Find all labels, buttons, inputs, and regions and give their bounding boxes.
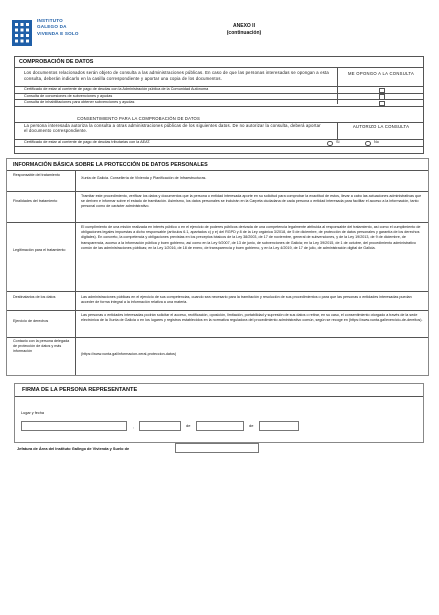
addressee-input[interactable]	[175, 443, 259, 453]
dp-row-label: Legitimación para el tratamiento	[13, 248, 66, 252]
logo-wordmark	[37, 18, 79, 37]
dp-row-label: Ejercicio de derechos	[13, 319, 49, 323]
dp-row-label: Responsable del tratamiento	[13, 173, 60, 177]
dp-row-label: Finalidades del tratamiento	[13, 199, 58, 203]
divider	[15, 396, 423, 397]
signature-section	[14, 383, 424, 443]
consent-text: La persona interesada autoriza la consulta a otras administraciones públicas de los siguientes datos. De no autorizar la consulta, deberá aportar el documento correspondiente.	[24, 123, 321, 134]
data-protection-section	[6, 158, 429, 376]
galicia-crest-icon	[12, 20, 32, 46]
check-row-label: Certificado de estar al corriente de pago de deudas con la Administración pública de la Comunidad Autónoma	[24, 87, 209, 91]
dp-row-label: Destinatarios de los datos	[13, 295, 56, 299]
logo-line: INSTITUTO	[37, 18, 63, 23]
check-row-label: Consulta de concesiones de subvenciones y ayudas	[24, 93, 113, 98]
dp-row-value: Xunta de Galicia. Consellería de Vivienda y Planificación de Infraestructuras.	[81, 176, 207, 180]
de-separator: de	[186, 423, 191, 428]
day-input[interactable]	[139, 421, 181, 431]
institution-logo	[12, 18, 82, 48]
authorize-header: AUTORIZO LA CONSULTA	[352, 124, 410, 129]
dp-row-label: Contacto con la persona delegada de protección de datos y más información	[13, 339, 70, 354]
dp-row-value: Tramitar este procedimiento, verificar los datos y documentos que la persona o entidad interesada aporte en su solicitud para comprobar la exactitud de estos, llevar a cabo las actuaciones administrativas que se deriven e informar sobre el estado de tramitación. Asimismo, los datos personales se incluirán en la Carpeta ciudadana de cada persona o entidad interesada para facilitar el acceso a la información, tanto personal como de carácter administrativo.	[81, 194, 422, 209]
place-input[interactable]	[21, 421, 127, 431]
month-input[interactable]	[196, 421, 244, 431]
data-check-section	[14, 56, 424, 154]
no-label: No	[374, 140, 379, 144]
divider	[7, 310, 428, 311]
section-title: INFORMACIÓN BÁSICA SOBRE LA PROTECCIÓN DE DATOS PERSONALES	[13, 162, 208, 168]
logo-line: GALEGO DA	[37, 24, 67, 30]
consult-intro-text: Los documentos relacionados serán objeto de consulta a las administraciones públicas. En caso de que las personas interesadas se opongan a esta consulta, deberán indicarlo en la casilla correspondiente y aportar una copia de los documentos.	[24, 70, 329, 81]
dp-row-value: (https://www.xunta.gal/informacion-xeral-proteccion-datos)	[81, 352, 177, 356]
addressee-label: Jefatura de Área del Instituto Gallego de Vivienda y Suelo de	[17, 446, 130, 451]
oppose-header: ME OPONGO A LA CONSULTA	[347, 71, 415, 76]
aeat-row-label: Certificado de estar al corriente de pago de deudas tributarias con la AEAT.	[24, 140, 151, 144]
annex-subtitle: (continuación)	[226, 30, 262, 36]
divider	[7, 291, 428, 292]
year-input[interactable]	[259, 421, 299, 431]
divider	[7, 170, 428, 171]
divider	[337, 122, 338, 139]
section-title: FIRMA DE LA PERSONA REPRESENTANTE	[22, 387, 138, 393]
divider	[7, 337, 428, 338]
dp-row-value: Las personas o entidades interesadas podrán solicitar el acceso, rectificación, oposición, limitación, portabilidad y supresión de sus datos o retirar, en su caso, el consentimiento otorgado a través de la sede electrónica de la Xunta de Galicia o en los lugares y registros establecidos en la normativa reguladora del procedimiento administrativo común, según se recoge en (https://www.xunta.gal/exercicio-de-dereitos).	[81, 313, 423, 323]
dp-row-value: El cumplimiento de una misión realizada en interés público o en el ejercicio de poderes públicos derivada de una competencia legalmente atribuida al responsable del tratamiento, así como el cumplimiento de obligaciones legales impuestas a dicho responsable (artículos 6.1, apartados c) y e) del RGPD y 8 de la Ley orgánica 3/2018, de 5 de diciembre, de protección de datos personales y garantía de los derechos digitales). En concreto, la competencia y obligaciones previstas en los preceptos básicos de la Ley 38/2003, de 17 de noviembre, general de subvenciones, y de la Ley 19/2013, de 9 de diciembre, de transparencia, acceso a la información pública y buen gobierno, así como en la Ley 9/2007, de 13 de junio, de subvenciones de Galicia; en la Ley 39/2015, de 1 de octubre, del procedimiento administrativo común de las administraciones públicas; en la Ley 1/2016, de 18 de enero, de transparencia y buen gobierno, y en la Ley 4/2019, de 17 de julio, de administración digital de Galicia.	[81, 225, 421, 250]
logo-line: VIVENDA E SOLO	[37, 30, 79, 36]
consent-title: CONSENTIMIENTO PARA LA COMPROBACIÓN DE DATOS	[77, 116, 200, 121]
divider	[15, 146, 423, 147]
divider	[15, 67, 423, 68]
divider	[15, 106, 423, 107]
de-separator: de	[249, 423, 254, 428]
comma-separator: ,	[133, 424, 135, 429]
annex-title: ANEXO II	[233, 23, 255, 29]
divider	[7, 222, 428, 223]
divider	[75, 170, 76, 375]
check-row-label: Consulta de inhabilitaciones para obtener subvenciones y ayudas	[24, 100, 135, 104]
section-title: COMPROBACIÓN DE DATOS	[19, 59, 94, 65]
divider	[7, 191, 428, 192]
dp-row-value: Las administraciones públicas en el ejercicio de sus competencias, cuando sea necesario para la tramitación y resolución de sus procedimientos o para que las personas o entidades interesadas puedan acceder de forma integral a la información relativa a una materia.	[81, 295, 412, 305]
place-date-label: Lugar y fecha	[21, 411, 45, 415]
yes-label: Sí	[336, 140, 340, 144]
